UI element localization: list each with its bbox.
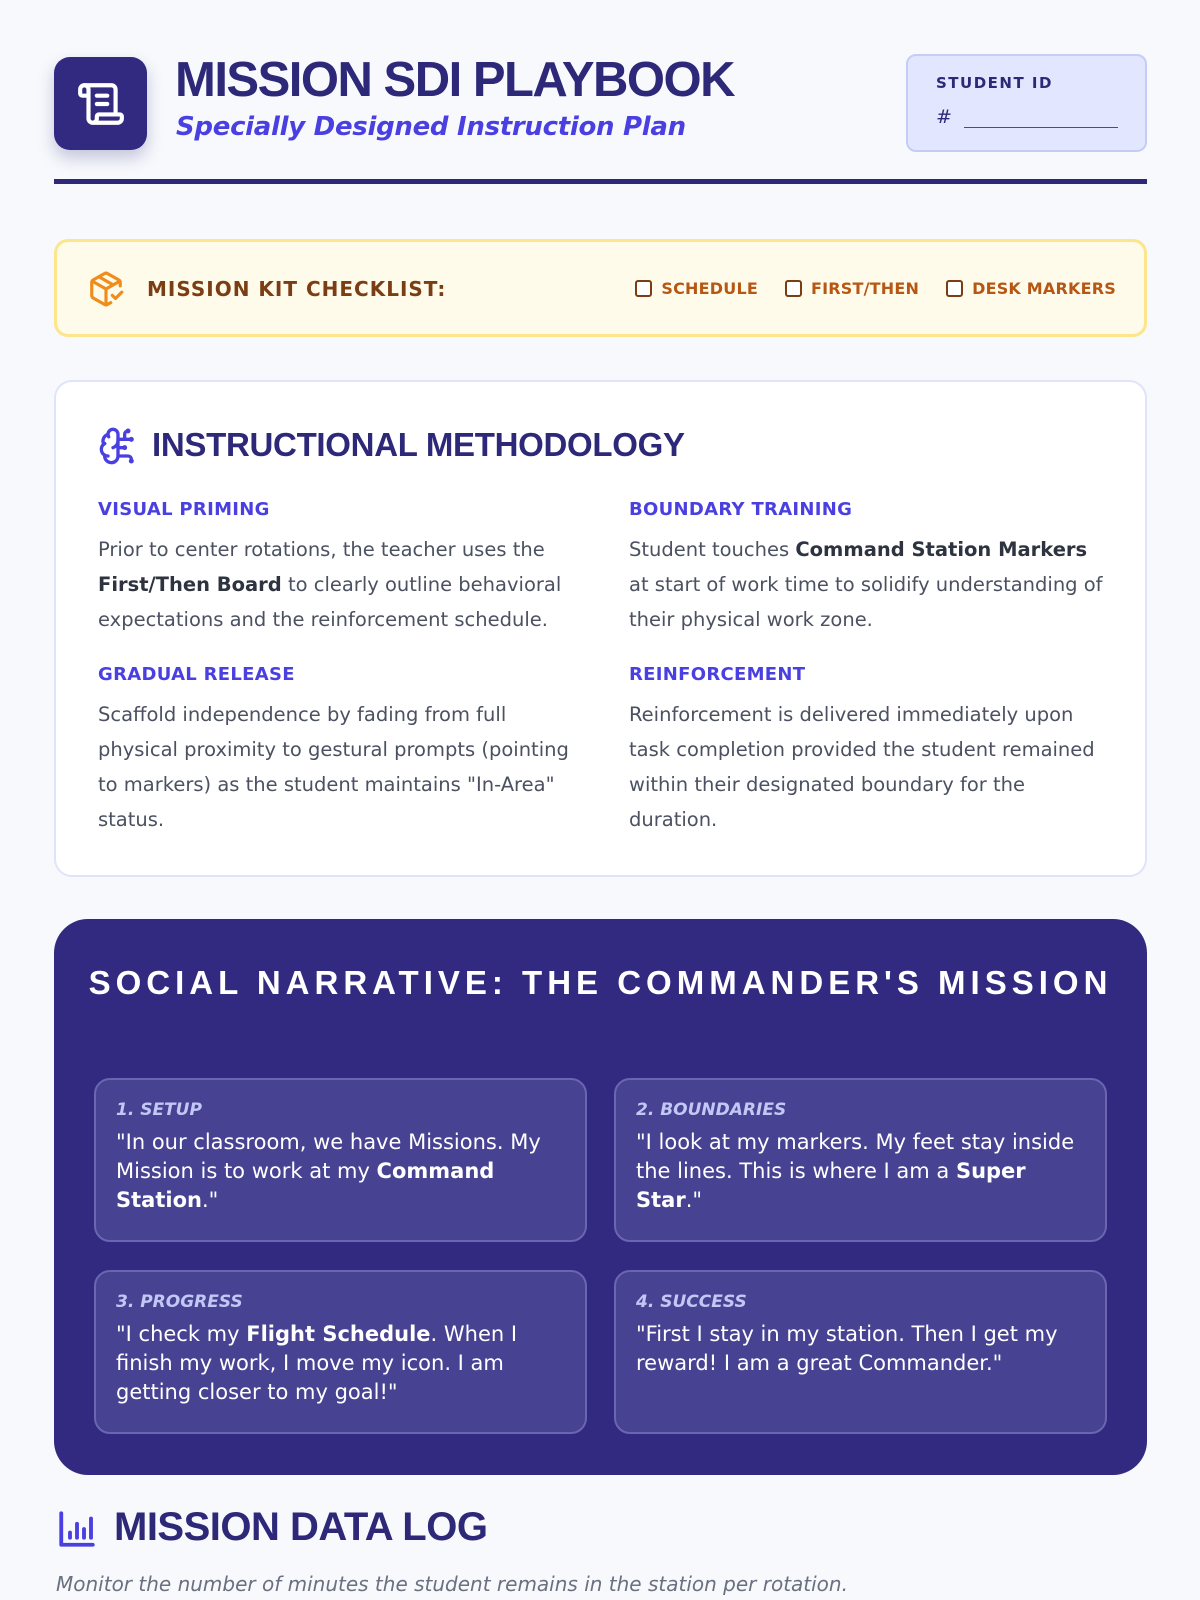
data-log-note: Monitor the number of minutes the student remains in the station per rotation.: [56, 1572, 848, 1596]
kit-item-label: DESK MARKERS: [972, 279, 1116, 298]
section-body: Student touches Command Station Markers at start of work time to solidify understanding of their physical work zone.: [629, 538, 1103, 631]
kit-item-label: FIRST/THEN: [810, 279, 920, 298]
social-narrative-panel: [54, 919, 1147, 1475]
card-text: "I look at my markers. My feet stay inside the lines. This is where I am a Super Star.": [636, 1130, 1075, 1212]
kit-item-schedule[interactable]: [635, 279, 758, 298]
card-text: "In our classroom, we have Missions. My Mission is to work at my Command Station.": [116, 1130, 541, 1212]
kit-item-desk-markers[interactable]: [946, 279, 1116, 298]
narrative-card-boundaries: [614, 1078, 1107, 1242]
narrative-card-setup: [94, 1078, 587, 1242]
scroll-icon: [76, 79, 126, 129]
kit-checklist-label: MISSION KIT CHECKLIST:: [147, 277, 447, 301]
kit-item-first-then[interactable]: [785, 279, 919, 298]
card-text: "First I stay in my station. Then I get my reward! I am a great Commander.": [636, 1322, 1058, 1375]
student-id-field[interactable]: [964, 127, 1118, 128]
student-id-prefix: #: [936, 106, 952, 128]
narrative-title: SOCIAL NARRATIVE: THE COMMANDER'S MISSION: [88, 964, 1113, 1001]
method-section-visual-priming: [98, 499, 573, 637]
data-log-title: MISSION DATA LOG: [114, 1505, 488, 1549]
section-heading: VISUAL PRIMING: [98, 499, 270, 520]
brain-icon: [98, 426, 138, 466]
section-body: Scaffold independence by fading from full physical proximity to gestural prompts (pointing to markers) as the student maintains "In-Area" status.: [98, 703, 569, 831]
checkbox[interactable]: [635, 280, 652, 297]
section-heading: GRADUAL RELEASE: [98, 664, 295, 685]
checkbox[interactable]: [785, 280, 802, 297]
methodology-title: INSTRUCTIONAL METHODOLOGY: [152, 426, 685, 463]
student-id-label: STUDENT ID: [936, 74, 1053, 92]
card-text: "I check my Flight Schedule. When I finish my work, I move my icon. I am getting closer to my goal!": [116, 1322, 518, 1404]
section-body: Reinforcement is delivered immediately upon task completion provided the student remained within their designated boundary for the duration.: [629, 703, 1095, 831]
package-check-icon: [87, 270, 125, 308]
method-section-gradual-release: [98, 664, 573, 837]
checkbox[interactable]: [946, 280, 963, 297]
narrative-card-success: [614, 1270, 1107, 1434]
section-body: Prior to center rotations, the teacher uses the First/Then Board to clearly outline behavioral expectations and the reinforcement schedule.: [98, 538, 562, 631]
section-heading: BOUNDARY TRAINING: [629, 499, 853, 520]
kit-item-label: SCHEDULE: [661, 279, 758, 298]
page-title: MISSION SDI PLAYBOOK: [175, 53, 735, 107]
card-step: 2. BOUNDARIES: [636, 1100, 787, 1120]
card-step: 4. SUCCESS: [636, 1292, 747, 1312]
header-divider: [54, 179, 1147, 184]
narrative-card-progress: [94, 1270, 587, 1434]
card-step: 3. PROGRESS: [116, 1292, 243, 1312]
page-subtitle: Specially Designed Instruction Plan: [176, 112, 686, 142]
card-step: 1. SETUP: [116, 1100, 202, 1120]
methodology-card: [54, 380, 1147, 877]
logo-tile: [54, 57, 147, 150]
method-section-boundary-training: [629, 499, 1104, 637]
student-id-box: [906, 54, 1147, 152]
bar-chart-icon: [56, 1508, 98, 1550]
section-heading: REINFORCEMENT: [629, 664, 806, 685]
mission-kit-checklist: [54, 239, 1147, 337]
method-section-reinforcement: [629, 664, 1104, 837]
